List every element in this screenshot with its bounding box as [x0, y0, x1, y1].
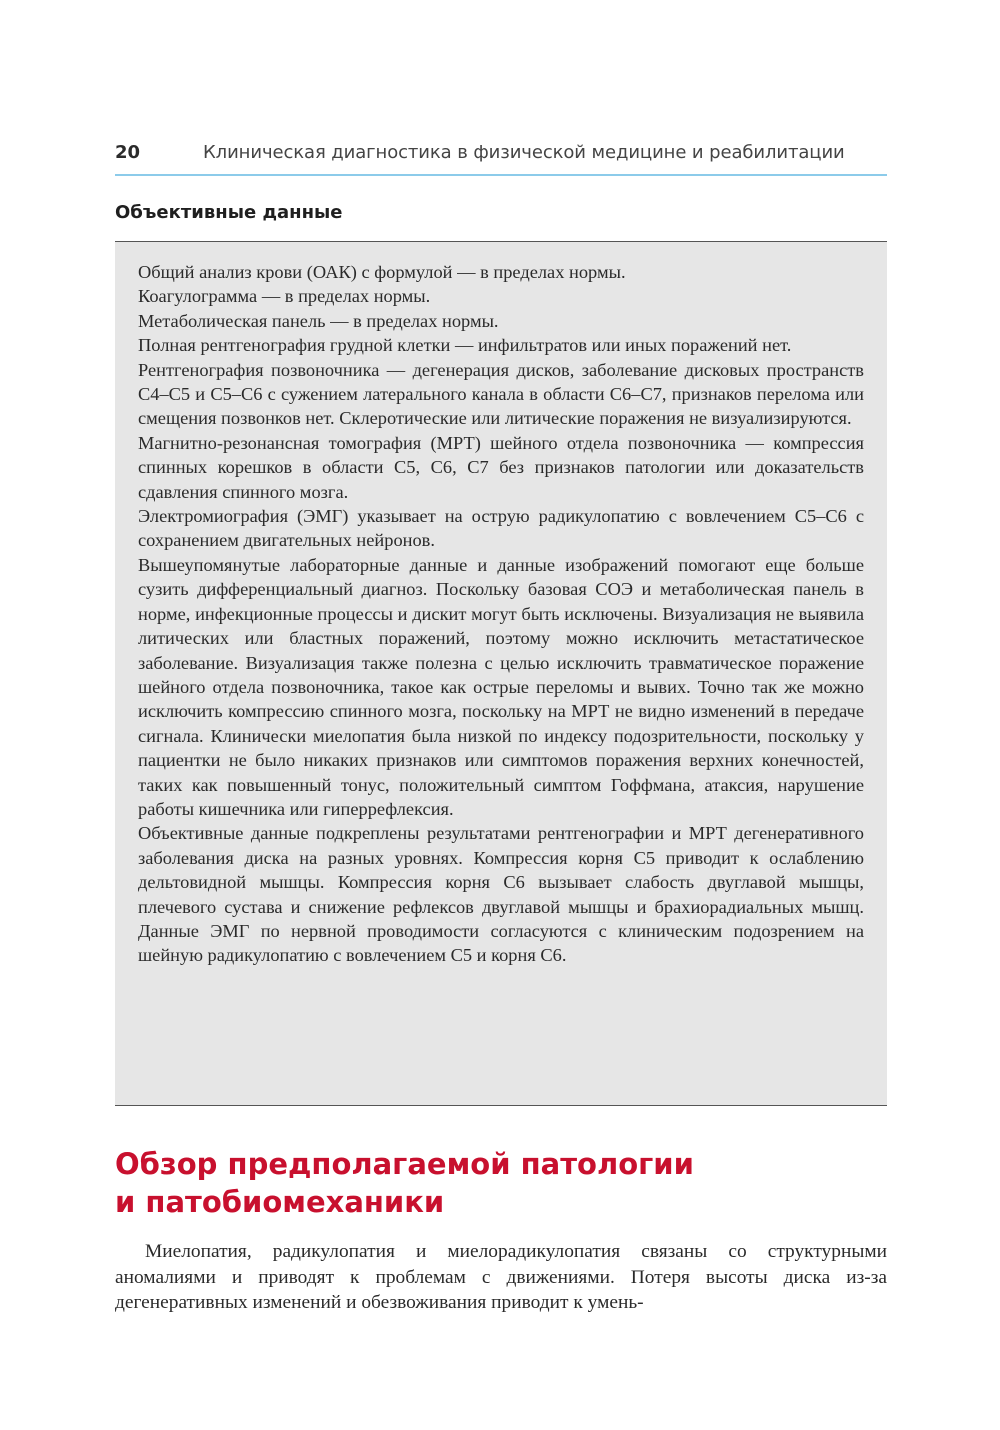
- finding-chest-xray: Полная рентгенография грудной клетки — инфильтратов или иных поражений нет.: [138, 335, 792, 356]
- finding-metabolic-panel: Метаболическая панель — в пределах нормы.: [138, 310, 499, 331]
- objective-data-box: [115, 241, 887, 1106]
- pathology-heading: [115, 1145, 895, 1221]
- objective-summary-paragraph: Объективные данные подкреплены результатами рентгенографии и МРТ дегенеративного заболевания диска на разных уровнях. Компрессия корня C5 приводит к ослаблению дельтовидной мышцы. Компрессия корня C6 вызывает слабость двуглавой мышцы, плечевого сустава и снижение рефлексов двуглавой мышцы и брахиорадиальных мышц. Данные ЭМГ по нервной проводимости согласуются с клиническим подозрением на шейную радикулопатию с вовлечением C5 и корня C6.: [138, 823, 864, 966]
- pathology-heading-line-2: и патобиомеханики: [115, 1185, 445, 1219]
- objective-data-heading: Объективные данные: [115, 202, 343, 223]
- book-title: Клиническая диагностика в физической медицине и реабилитации: [203, 142, 845, 163]
- finding-emg: Электромиография (ЭМГ) указывает на острую радикулопатию с вовлечением C5–C6 с сохранением двигательных нейронов.: [138, 506, 864, 551]
- pathology-heading-line-1: Обзор предполагаемой патологии: [115, 1147, 694, 1181]
- finding-cbc: Общий анализ крови (ОАК) с формулой — в пределах нормы.: [138, 262, 626, 282]
- running-header: [115, 140, 887, 176]
- finding-mri: Магнитно-резонансная томография (МРТ) шейного отдела позвоночника — компрессия спинных корешков в области C5, C6, C7 без признаков патологии или доказательств сдавления спинного мозга.: [138, 432, 864, 502]
- page-number: 20: [115, 142, 141, 163]
- pathology-intro-paragraph: Миелопатия, радикулопатия и миелорадикулопатия связаны со структурными аномалиями и приводят к проблемам с движениями. Потеря высоты диска из-за дегенеративных изменений и обезвоживания приводит к умень-: [115, 1241, 887, 1313]
- finding-spine-xray: Рентгенография позвоночника — дегенерация дисков, заболевание дисковых пространств C4–C5 и C5–C6 с сужением латерального канала в области C6–C7, признаков перелома или смещения позвонков нет. Склеротические или литические поражения не визуализируются.: [138, 359, 864, 429]
- differential-diagnosis-paragraph: Вышеупомянутые лабораторные данные и данные изображений помогают еще больше сузить дифференциальный диагноз. Поскольку базовая СОЭ и метаболическая панель в норме, инфекционные процессы и дискит могут быть исключены. Визуализация не выявила литических или бластных поражений, поэтому можно исключить метастатическое заболевание. Визуализация также полезна с целью исключить травматическое поражение шейного отдела позвоночника, такое как острые переломы и вывих. Точно так же можно исключить компрессию спинного мозга, поскольку на МРТ не видно изменений в передаче сигнала. Клинически миелопатия была низкой по индексу подозрительности, поскольку у пациентки не было никаких признаков или симптомов поражения верхних конечностей, таких как повышенный тонус, положительный симптом Гоффмана, атаксия, нарушение работы кишечника или гиперрефлексия.: [138, 554, 864, 819]
- objective-data-text: [138, 260, 864, 968]
- finding-coagulogram: Коагулограмма — в пределах нормы.: [138, 286, 431, 307]
